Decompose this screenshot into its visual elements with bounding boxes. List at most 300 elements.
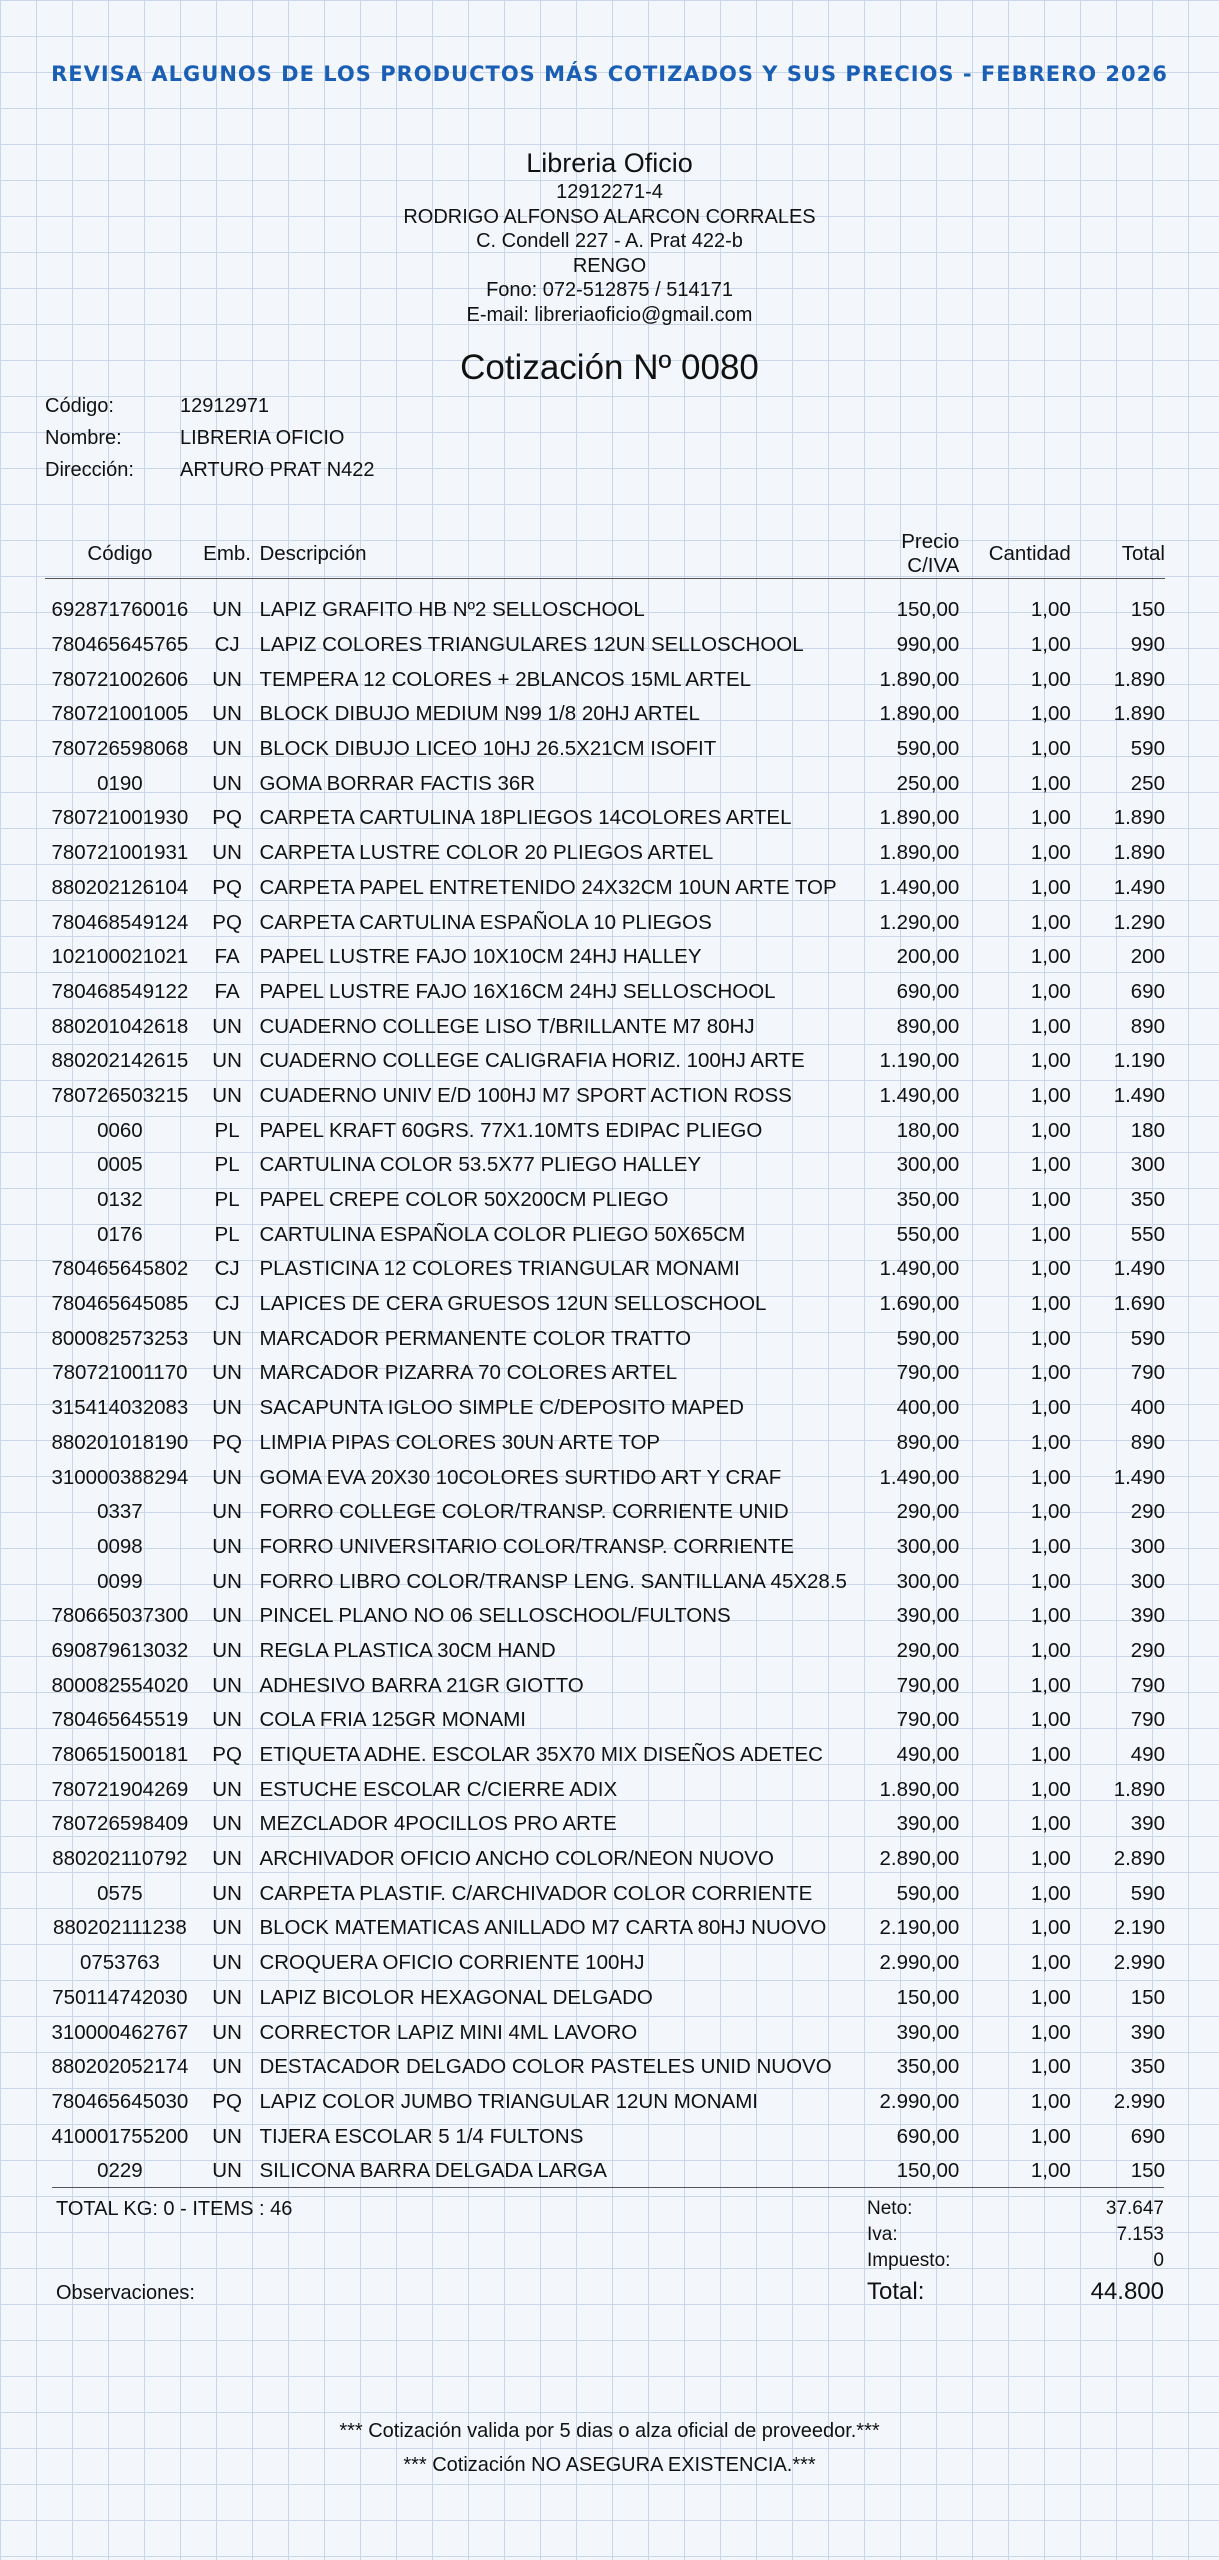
cell-desc: SACAPUNTA IGLOO SIMPLE C/DEPOSITO MAPED (259, 1396, 744, 1420)
cell-total: 1.890 (1113, 1777, 1165, 1801)
cell-code: 0099 (97, 1569, 143, 1593)
cell-emb: UN (212, 1326, 242, 1350)
cell-price: 300,00 (896, 1569, 960, 1593)
cell-emb: PL (214, 1188, 240, 1212)
cell-qty: 1,00 (1030, 1118, 1071, 1142)
cell-code: 780651500181 (51, 1743, 189, 1767)
cell-price: 200,00 (896, 945, 960, 969)
table-row (45, 766, 1165, 801)
cell-emb: UN (212, 2020, 242, 2044)
cell-price: 1.490,00 (879, 1257, 960, 1281)
cell-emb: PL (214, 1153, 240, 1177)
cell-desc: CARPETA PAPEL ENTRETENIDO 24X32CM 10UN ARTE TOP (259, 875, 837, 899)
cell-code: 780721002606 (51, 667, 189, 691)
cell-total: 390 (1130, 2020, 1165, 2044)
cell-price: 400,00 (896, 1396, 960, 1420)
cell-qty: 1,00 (1030, 771, 1071, 795)
cell-price: 490,00 (896, 1743, 960, 1767)
cell-price: 1.890,00 (879, 841, 960, 865)
cell-qty: 1,00 (1030, 1881, 1071, 1905)
iva-label: Iva: (867, 2224, 898, 2245)
cell-qty: 1,00 (1030, 667, 1071, 691)
cell-total: 290 (1130, 1500, 1165, 1524)
cell-code: 880201018190 (51, 1430, 189, 1454)
cell-emb: UN (212, 1673, 242, 1697)
cell-qty: 1,00 (1030, 1361, 1071, 1385)
items-table (45, 530, 1165, 2189)
cell-emb: UN (212, 1708, 242, 1732)
cell-code: 0132 (97, 1188, 143, 1212)
cell-desc: MARCADOR PERMANENTE COLOR TRATTO (259, 1326, 692, 1350)
cell-desc: PAPEL LUSTRE FAJO 16X16CM 24HJ SELLOSCHOOL (259, 979, 776, 1003)
footer-validity: *** Cotización valida por 5 dias o alza oficial de proveedor.*** (339, 2420, 880, 2442)
cell-emb: UN (212, 737, 242, 761)
table-row (45, 732, 1165, 767)
table-row (45, 2085, 1165, 2120)
cell-emb: UN (212, 1465, 242, 1489)
cell-code: 0229 (97, 2159, 143, 2183)
totals-divider (52, 2187, 1164, 2188)
cell-total: 200 (1130, 945, 1165, 969)
cell-desc: LAPIZ COLOR JUMBO TRIANGULAR 12UN MONAMI (259, 2089, 758, 2113)
cell-desc: PAPEL CREPE COLOR 50X200CM PLIEGO (259, 1188, 669, 1212)
cell-price: 790,00 (896, 1361, 960, 1385)
cell-code: 0098 (97, 1534, 143, 1558)
cell-qty: 1,00 (1030, 633, 1071, 657)
cell-total: 790 (1130, 1361, 1165, 1385)
cell-qty: 1,00 (1030, 1257, 1071, 1281)
cell-price: 990,00 (896, 633, 960, 657)
cell-emb: UN (212, 1847, 242, 1871)
table-row (45, 1946, 1165, 1981)
cell-emb: FA (214, 945, 240, 969)
table-row (45, 1772, 1165, 1807)
cell-desc: FORRO UNIVERSITARIO COLOR/TRANSP. CORRIENTE (259, 1534, 795, 1558)
table-row (45, 836, 1165, 871)
cell-emb: UN (212, 841, 242, 865)
cell-price: 290,00 (896, 1638, 960, 1662)
cell-total: 1.890 (1113, 667, 1165, 691)
table-row (45, 1634, 1165, 1669)
neto-value: 37.647 (1105, 2198, 1164, 2219)
cell-qty: 1,00 (1030, 1916, 1071, 1940)
cell-price: 890,00 (896, 1430, 960, 1454)
cell-code: 780665037300 (51, 1604, 189, 1628)
cell-code: 780468549124 (51, 910, 189, 934)
cell-emb: UN (212, 1569, 242, 1593)
cell-code: 780726598068 (51, 737, 189, 761)
cell-desc: LAPIZ BICOLOR HEXAGONAL DELGADO (259, 1985, 653, 2009)
cell-code: 410001755200 (51, 2124, 189, 2148)
table-row (45, 1356, 1165, 1391)
cell-qty: 1,00 (1030, 1188, 1071, 1212)
table-row (45, 1426, 1165, 1461)
cell-total: 590 (1130, 1326, 1165, 1350)
cell-total: 1.190 (1113, 1049, 1165, 1073)
cell-desc: MEZCLADOR 4POCILLOS PRO ARTE (259, 1812, 617, 1836)
cell-qty: 1,00 (1030, 1222, 1071, 1246)
cell-desc: PINCEL PLANO NO 06 SELLOSCHOOL/FULTONS (259, 1604, 731, 1628)
cell-desc: TIJERA ESCOLAR 5 1/4 FULTONS (259, 2124, 584, 2148)
cell-emb: UN (212, 1777, 242, 1801)
cell-total: 2.990 (1113, 1951, 1165, 1975)
cell-qty: 1,00 (1030, 1534, 1071, 1558)
client-address: ARTURO PRAT N422 (180, 459, 375, 481)
cell-desc: CARTULINA COLOR 53.5X77 PLIEGO HALLEY (259, 1153, 702, 1177)
table-row (45, 1981, 1165, 2016)
cell-total: 300 (1130, 1153, 1165, 1177)
header-price: Precio C/IVA (847, 530, 959, 579)
cell-emb: UN (212, 1638, 242, 1662)
cell-qty: 1,00 (1030, 1569, 1071, 1593)
cell-emb: CJ (214, 633, 240, 657)
totals-block (867, 2196, 1164, 2310)
cell-qty: 1,00 (1030, 2020, 1071, 2044)
cell-total: 590 (1130, 1881, 1165, 1905)
cell-total: 490 (1130, 1743, 1165, 1767)
cell-code: 780465645030 (51, 2089, 189, 2113)
header-qty: Cantidad (959, 530, 1070, 579)
cell-emb: UN (212, 1951, 242, 1975)
cell-qty: 1,00 (1030, 1951, 1071, 1975)
cell-qty: 1,00 (1030, 598, 1071, 622)
cell-emb: UN (212, 1985, 242, 2009)
cell-price: 2.990,00 (879, 1951, 960, 1975)
cell-code: 880202142615 (51, 1049, 189, 1073)
cell-price: 300,00 (896, 1534, 960, 1558)
cell-desc: GOMA EVA 20X30 10COLORES SURTIDO ART Y CRAF (259, 1465, 782, 1489)
cell-emb: PQ (212, 806, 242, 830)
cell-code: 780465645519 (51, 1708, 189, 1732)
cell-price: 790,00 (896, 1708, 960, 1732)
cell-qty: 1,00 (1030, 806, 1071, 830)
cell-price: 150,00 (896, 598, 960, 622)
cell-qty: 1,00 (1030, 2089, 1071, 2113)
cell-qty: 1,00 (1030, 1604, 1071, 1628)
table-row (45, 1183, 1165, 1218)
cell-emb: UN (212, 702, 242, 726)
table-row (45, 1495, 1165, 1530)
cell-emb: CJ (214, 1257, 240, 1281)
table-row (45, 1911, 1165, 1946)
cell-total: 180 (1130, 1118, 1165, 1142)
table-row (45, 1391, 1165, 1426)
cell-total: 1.490 (1113, 1083, 1165, 1107)
cell-total: 1.490 (1113, 875, 1165, 899)
cell-code: 0060 (97, 1118, 143, 1142)
cell-total: 790 (1130, 1708, 1165, 1732)
cell-price: 290,00 (896, 1500, 960, 1524)
cell-emb: PQ (212, 875, 242, 899)
client-address-label: Dirección: (45, 459, 134, 481)
table-header-row (45, 530, 1165, 579)
cell-total: 790 (1130, 1673, 1165, 1697)
cell-price: 180,00 (896, 1118, 960, 1142)
cell-code: 692871760016 (51, 598, 189, 622)
cell-code: 880202126104 (51, 875, 189, 899)
cell-price: 1.490,00 (879, 875, 960, 899)
cell-emb: PQ (212, 910, 242, 934)
cell-total: 1.490 (1113, 1465, 1165, 1489)
impuesto-value: 0 (1153, 2250, 1164, 2271)
cell-desc: DESTACADOR DELGADO COLOR PASTELES UNID NUOVO (259, 2055, 832, 2079)
cell-emb: UN (212, 2055, 242, 2079)
table-row (45, 1113, 1165, 1148)
table-row (45, 1252, 1165, 1287)
client-info (45, 390, 375, 486)
cell-qty: 1,00 (1030, 702, 1071, 726)
cell-qty: 1,00 (1030, 1153, 1071, 1177)
cell-total: 400 (1130, 1396, 1165, 1420)
cell-price: 250,00 (896, 771, 960, 795)
cell-desc: REGLA PLASTICA 30CM HAND (259, 1638, 556, 1662)
cell-code: 780721001170 (52, 1361, 188, 1385)
cell-desc: PAPEL KRAFT 60GRS. 77X1.10MTS EDIPAC PLIEGO (259, 1118, 763, 1142)
cell-desc: LAPIZ COLORES TRIANGULARES 12UN SELLOSCHOOL (259, 633, 804, 657)
cell-code: 310000388294 (51, 1465, 189, 1489)
cell-desc: COLA FRIA 125GR MONAMI (259, 1708, 527, 1732)
quote-title: Cotización Nº 0080 (460, 348, 759, 387)
cell-price: 2.190,00 (879, 1916, 960, 1940)
cell-desc: CARPETA PLASTIF. C/ARCHIVADOR COLOR CORRIENTE (259, 1881, 813, 1905)
cell-total: 390 (1130, 1604, 1165, 1628)
cell-price: 350,00 (896, 2055, 960, 2079)
cell-price: 390,00 (896, 1812, 960, 1836)
table-row (45, 662, 1165, 697)
cell-desc: LIMPIA PIPAS COLORES 30UN ARTE TOP (259, 1430, 661, 1454)
cell-code: 780465645802 (51, 1257, 189, 1281)
cell-emb: UN (212, 1396, 242, 1420)
cell-price: 1.690,00 (879, 1292, 960, 1316)
cell-qty: 1,00 (1030, 875, 1071, 899)
cell-emb: CJ (214, 1292, 240, 1316)
cell-emb: PQ (212, 1743, 242, 1767)
cell-total: 2.990 (1113, 2089, 1165, 2113)
cell-qty: 1,00 (1030, 841, 1071, 865)
cell-desc: ADHESIVO BARRA 21GR GIOTTO (259, 1673, 584, 1697)
cell-total: 2.890 (1113, 1847, 1165, 1871)
footer-stock: *** Cotización NO ASEGURA EXISTENCIA.*** (403, 2454, 816, 2476)
table-row (45, 905, 1165, 940)
cell-price: 2.990,00 (879, 2089, 960, 2113)
table-row (45, 2154, 1165, 2189)
cell-emb: PQ (212, 2089, 242, 2113)
cell-code: 0005 (97, 1153, 143, 1177)
cell-qty: 1,00 (1030, 1292, 1071, 1316)
cell-price: 690,00 (896, 979, 960, 1003)
cell-desc: ESTUCHE ESCOLAR C/CIERRE ADIX (259, 1777, 618, 1801)
cell-code: 800082573253 (51, 1326, 189, 1350)
cell-price: 1.290,00 (879, 910, 960, 934)
table-row (45, 1703, 1165, 1738)
cell-desc: SILICONA BARRA DELGADA LARGA (259, 2159, 607, 2183)
table-row (45, 1079, 1165, 1114)
cell-emb: PL (214, 1222, 240, 1246)
cell-price: 1.890,00 (879, 1777, 960, 1801)
cell-total: 150 (1130, 2159, 1165, 2183)
cell-total: 150 (1130, 1985, 1165, 2009)
table-row (45, 2050, 1165, 2085)
client-name: LIBRERIA OFICIO (180, 427, 345, 449)
header-code: Código (45, 530, 195, 579)
cell-total: 1.890 (1113, 841, 1165, 865)
cell-desc: CORRECTOR LAPIZ MINI 4ML LAVORO (259, 2020, 638, 2044)
cell-desc: CROQUERA OFICIO CORRIENTE 100HJ (259, 1951, 645, 1975)
cell-price: 150,00 (896, 2159, 960, 2183)
table-row (45, 801, 1165, 836)
cell-price: 590,00 (896, 737, 960, 761)
company-owner: RODRIGO ALFONSO ALARCON CORRALES (403, 205, 816, 228)
header-emb: Emb. (195, 530, 260, 579)
cell-code: 780465645765 (51, 633, 189, 657)
cell-emb: UN (212, 1916, 242, 1940)
cell-qty: 1,00 (1030, 1847, 1071, 1871)
cell-desc: CARPETA CARTULINA ESPAÑOLA 10 PLIEGOS (259, 910, 712, 934)
cell-price: 1.490,00 (879, 1083, 960, 1107)
cell-total: 300 (1130, 1534, 1165, 1558)
table-row (45, 1009, 1165, 1044)
cell-total: 250 (1130, 771, 1165, 795)
cell-price: 590,00 (896, 1326, 960, 1350)
table-row (45, 1044, 1165, 1079)
cell-code: 880202110792 (52, 1847, 188, 1871)
cell-price: 690,00 (896, 2124, 960, 2148)
company-header (0, 146, 1219, 327)
cell-total: 350 (1130, 1188, 1165, 1212)
cell-price: 890,00 (896, 1014, 960, 1038)
table-row (45, 593, 1165, 628)
cell-emb: UN (212, 1500, 242, 1524)
table-row (45, 1842, 1165, 1877)
cell-desc: BLOCK DIBUJO LICEO 10HJ 26.5X21CM ISOFIT (259, 737, 717, 761)
cell-qty: 1,00 (1030, 2055, 1071, 2079)
cell-price: 1.890,00 (879, 667, 960, 691)
table-row (45, 1530, 1165, 1565)
cell-desc: CARPETA CARTULINA 18PLIEGOS 14COLORES ARTEL (259, 806, 792, 830)
cell-qty: 1,00 (1030, 1326, 1071, 1350)
cell-price: 390,00 (896, 2020, 960, 2044)
cell-qty: 1,00 (1030, 1396, 1071, 1420)
cell-qty: 1,00 (1030, 737, 1071, 761)
cell-desc: CARPETA LUSTRE COLOR 20 PLIEGOS ARTEL (259, 841, 714, 865)
client-name-label: Nombre: (45, 427, 122, 449)
cell-desc: CUADERNO COLLEGE LISO T/BRILLANTE M7 80HJ (259, 1014, 755, 1038)
cell-qty: 1,00 (1030, 1743, 1071, 1767)
cell-price: 790,00 (896, 1673, 960, 1697)
cell-price: 350,00 (896, 1188, 960, 1212)
table-row (45, 1148, 1165, 1183)
table-row (45, 2015, 1165, 2050)
cell-code: 880202052174 (51, 2055, 189, 2079)
cell-emb: UN (212, 598, 242, 622)
cell-total: 1.290 (1113, 910, 1165, 934)
company-address: C. Condell 227 - A. Prat 422-b (476, 230, 743, 252)
cell-desc: FORRO LIBRO COLOR/TRANSP LENG. SANTILLANA 45X28.5 (259, 1569, 847, 1593)
cell-qty: 1,00 (1030, 1708, 1071, 1732)
cell-code: 780468549122 (51, 979, 189, 1003)
observations-label: Observaciones: (56, 2282, 195, 2304)
cell-code: 690879613032 (51, 1638, 189, 1662)
cell-desc: LAPICES DE CERA GRUESOS 12UN SELLOSCHOOL (259, 1292, 767, 1316)
company-name: Libreria Oficio (526, 148, 693, 178)
iva-value: 7.153 (1116, 2224, 1164, 2245)
cell-price: 300,00 (896, 1153, 960, 1177)
table-row (45, 697, 1165, 732)
cell-emb: UN (212, 1881, 242, 1905)
cell-total: 690 (1130, 979, 1165, 1003)
cell-total: 890 (1130, 1014, 1165, 1038)
table-row (45, 1876, 1165, 1911)
cell-price: 1.890,00 (879, 806, 960, 830)
cell-emb: PL (214, 1118, 240, 1142)
cell-qty: 1,00 (1030, 1049, 1071, 1073)
cell-code: 0337 (97, 1500, 143, 1524)
cell-emb: UN (212, 1049, 242, 1073)
promo-banner: REVISA ALGUNOS DE LOS PRODUCTOS MÁS COTIZADOS Y SUS PRECIOS - FEBRERO 2026 (51, 62, 1168, 86)
cell-code: 780721001005 (51, 702, 189, 726)
cell-desc: FORRO COLLEGE COLOR/TRANSP. CORRIENTE UNID (259, 1500, 789, 1524)
cell-qty: 1,00 (1030, 2159, 1071, 2183)
cell-code: 780721904269 (51, 1777, 189, 1801)
cell-price: 390,00 (896, 1604, 960, 1628)
cell-qty: 1,00 (1030, 1777, 1071, 1801)
cell-code: 800082554020 (51, 1673, 189, 1697)
cell-code: 880202111238 (52, 1916, 187, 1940)
cell-emb: UN (212, 2124, 242, 2148)
cell-qty: 1,00 (1030, 1430, 1071, 1454)
cell-desc: ARCHIVADOR OFICIO ANCHO COLOR/NEON NUOVO (259, 1847, 774, 1871)
header-desc: Descripción (259, 530, 846, 579)
table-row (45, 1668, 1165, 1703)
table-row (45, 940, 1165, 975)
cell-desc: BLOCK DIBUJO MEDIUM N99 1/8 20HJ ARTEL (259, 702, 700, 726)
cell-emb: FA (214, 979, 240, 1003)
cell-qty: 1,00 (1030, 1985, 1071, 2009)
cell-price: 1.490,00 (879, 1465, 960, 1489)
cell-qty: 1,00 (1030, 1465, 1071, 1489)
cell-code: 780726598409 (51, 1812, 189, 1836)
cell-emb: UN (212, 1812, 242, 1836)
cell-code: 880201042618 (51, 1014, 189, 1038)
cell-total: 1.890 (1113, 806, 1165, 830)
cell-emb: UN (212, 1014, 242, 1038)
cell-emb: UN (212, 1604, 242, 1628)
cell-price: 550,00 (896, 1222, 960, 1246)
cell-total: 550 (1130, 1222, 1165, 1246)
cell-total: 2.190 (1113, 1916, 1165, 1940)
total-label: Total: (867, 2278, 925, 2305)
table-row (45, 1460, 1165, 1495)
cell-total: 150 (1130, 598, 1165, 622)
table-row (45, 1287, 1165, 1322)
cell-emb: UN (212, 1534, 242, 1558)
cell-code: 780726503215 (51, 1083, 189, 1107)
cell-qty: 1,00 (1030, 1500, 1071, 1524)
company-city: RENGO (572, 254, 647, 277)
cell-code: 310000462767 (51, 2020, 189, 2044)
cell-emb: UN (212, 771, 242, 795)
cell-price: 150,00 (896, 1985, 960, 2009)
cell-desc: CARTULINA ESPAÑOLA COLOR PLIEGO 50X65CM (259, 1222, 746, 1246)
table-row (45, 975, 1165, 1010)
cell-total: 390 (1130, 1812, 1165, 1836)
cell-qty: 1,00 (1030, 1014, 1071, 1038)
cell-total: 890 (1130, 1430, 1165, 1454)
total-value: 44.800 (1090, 2278, 1164, 2305)
cell-total: 590 (1130, 737, 1165, 761)
cell-qty: 1,00 (1030, 979, 1071, 1003)
cell-total: 1.490 (1113, 1257, 1165, 1281)
